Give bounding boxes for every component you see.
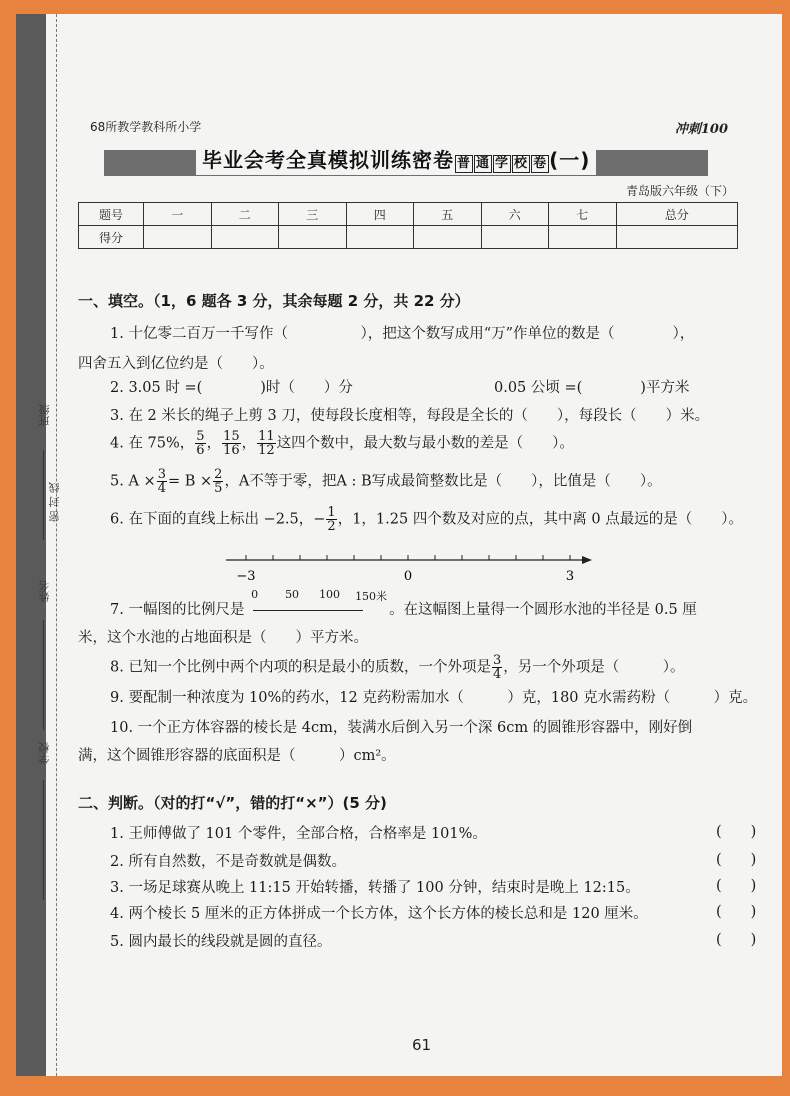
denominator: 4 (492, 667, 502, 682)
class-label: 班级 (38, 404, 51, 426)
tick-label: 3 (565, 569, 575, 584)
answer-paren[interactable]: ( ) (716, 878, 757, 894)
section2-title: 二、判断。（对的打“√”，错的打“×”）(5 分) (78, 794, 387, 812)
judge-item-3: 3. 一场足球赛从晚上 11:15 开始转播，转播了 100 分钟，结束时是晚上 12:15。 (110, 880, 640, 896)
seal-label: 密 封 线 (48, 482, 61, 522)
score-cell: 二 (211, 203, 279, 226)
fraction (492, 654, 502, 681)
binding-strip (16, 14, 46, 1076)
section1-title: 一、填空。（1，6 题各 3 分，其余每题 2 分，共 22 分） (78, 292, 470, 310)
q3: 3. 在 2 米长的绳子上剪 3 刀，使每段长度相等，每段是全长的（ ），每段长（ ）米。 (110, 408, 710, 424)
score-input-cell[interactable] (481, 226, 549, 249)
score-input-cell[interactable] (414, 226, 482, 249)
q2-part2: 0.05 公顷 =( )平方米 (494, 380, 690, 396)
number-line (226, 548, 596, 588)
q7-line2: 米，这个水池的占地面积是（ ）平方米。 (78, 630, 368, 646)
q7-text: 7. 一幅图的比例尺是 (110, 602, 245, 618)
score-cell: 五 (414, 203, 482, 226)
score-value-row (79, 226, 738, 249)
score-cell: 一 (144, 203, 212, 226)
scale-bar (249, 588, 389, 616)
arrow-icon (582, 556, 592, 564)
name-fill-line (43, 620, 44, 730)
scale-line (253, 610, 363, 611)
tag-box: 学 (495, 156, 510, 171)
denominator: 16 (223, 443, 240, 458)
answer-paren[interactable]: ( ) (716, 904, 757, 920)
fraction (326, 506, 336, 533)
class-fill-line (43, 450, 44, 540)
answer-paren[interactable]: ( ) (716, 824, 757, 840)
score-cell: 总分 (616, 203, 738, 226)
tag-box: 卷 (533, 156, 548, 171)
fraction (257, 430, 276, 457)
judge-item-5: 5. 圆内最长的线段就是圆的直径。 (110, 934, 332, 950)
exam-number: (一) (549, 148, 591, 172)
q10-line1: 10. 一个正方体容器的棱长是 4cm，装满水后倒入另一个深 6cm 的圆锥形容器中，刚好倒 (110, 720, 693, 736)
tick-label: 0 (403, 569, 413, 584)
tag-box: 普 (457, 156, 472, 171)
q6 (110, 506, 743, 533)
numerator: 15 (223, 429, 240, 444)
exam-page (16, 14, 782, 1076)
page-number: 61 (412, 1036, 432, 1054)
score-cell: 题号 (79, 203, 144, 226)
score-input-cell[interactable] (144, 226, 212, 249)
fraction (222, 430, 241, 457)
scale-label: 50 (285, 588, 300, 601)
score-cell: 六 (481, 203, 549, 226)
denominator: 2 (327, 519, 336, 534)
fraction (213, 468, 223, 495)
score-cell: 四 (346, 203, 414, 226)
scale-label: 100 (319, 588, 341, 601)
q5-text: ，A不等于零，把A : B写成最简整数比是（ ），比值是（ ）。 (224, 473, 662, 490)
score-cell: 三 (279, 203, 347, 226)
edition-label: 青岛版六年级（下） (625, 184, 734, 198)
tick-label: −3 (236, 569, 256, 584)
q7-text: 。在这幅图上量得一个圆形水池的半径是 0.5 厘 (389, 602, 697, 618)
q7-line1 (110, 588, 697, 619)
denominator: 6 (196, 443, 205, 458)
q8-text: ，另一个外项是（ ）。 (503, 659, 685, 676)
q6-text: 6. 在下面的直线上标出 −2.5，− (110, 511, 326, 528)
numerator: 3 (157, 467, 166, 482)
school-name: 68所教学教科所小学 (90, 120, 202, 134)
school-label: 学校 (38, 742, 51, 764)
score-input-cell[interactable] (549, 226, 617, 249)
q5 (110, 468, 662, 495)
answer-paren[interactable]: ( ) (716, 932, 757, 948)
name-label: 姓名 (38, 580, 51, 602)
number-line-ticks (246, 555, 570, 560)
score-cell: 七 (549, 203, 617, 226)
exam-title-text: 毕业会考全真模拟训练密卷 (202, 148, 454, 172)
judge-item-1: 1. 王师傅做了 101 个零件，全部合格，合格率是 101%。 (110, 826, 487, 842)
exam-title (196, 142, 596, 175)
q9: 9. 要配制一种浓度为 10%的药水，12 克药粉需加水（ ）克，180 克水需药粉（ ）克。 (110, 690, 758, 706)
q5-text: = B × (167, 473, 213, 490)
q2-part1: 2. 3.05 时 =( )时（ ）分 (110, 380, 353, 396)
answer-paren[interactable]: ( ) (716, 852, 757, 868)
q1-line1: 1. 十亿零二百万一千写作（ ），把这个数写成用“万”作单位的数是（ ）， (110, 326, 695, 342)
score-input-cell[interactable] (616, 226, 738, 249)
q8 (110, 654, 684, 681)
seal-dashed-line (56, 14, 57, 1076)
q1-line2: 四舍五入到亿位约是（ ）。 (78, 356, 274, 372)
tag-box: 通 (476, 156, 491, 171)
score-cell: 得分 (79, 226, 144, 249)
q4: 4. 在 75%， $\frac{5}{6}$ ， $\frac{15}{16}$ ， $\frac{11}{12}$ 这四个数中，最大数与最小数的差是（ ）。 (110, 429, 574, 458)
scale-label: 0 (251, 588, 259, 601)
q4-text: 这四个数中，最大数与最小数的差是（ ）。 (276, 435, 574, 452)
school-fill-line (43, 780, 44, 900)
q10-line2: 满，这个圆锥形容器的底面积是（ ）cm²。 (78, 748, 396, 764)
judge-item-4: 4. 两个棱长 5 厘米的正方体拼成一个长方体，这个长方体的棱长总和是 120 厘米。 (110, 906, 648, 922)
q5-text: 5. A × (110, 473, 156, 490)
denominator: 4 (157, 481, 166, 496)
denominator: 12 (258, 443, 275, 458)
fraction (195, 430, 205, 457)
score-input-cell[interactable] (279, 226, 347, 249)
numerator: 11 (258, 429, 275, 444)
score-input-cell[interactable] (211, 226, 279, 249)
scale-label: 150米 (355, 590, 388, 603)
numerator: 3 (492, 653, 502, 668)
judge-item-2: 2. 所有自然数，不是奇数就是偶数。 (110, 854, 346, 870)
fraction (157, 468, 167, 495)
brand-mark: 冲刺100 (674, 122, 728, 137)
q8-text: 8. 已知一个比例中两个内项的积是最小的质数，一个外项是 (110, 659, 491, 676)
q4-text: 4. 在 75%， (110, 435, 195, 452)
q6-text: ，1，1.25 四个数及对应的点，其中离 0 点最远的是（ ）。 (337, 511, 744, 528)
score-table (78, 202, 738, 249)
numerator: 5 (196, 429, 205, 444)
denominator: 5 (214, 481, 223, 496)
numerator: 2 (214, 467, 223, 482)
score-header-row (79, 203, 738, 226)
score-input-cell[interactable] (346, 226, 414, 249)
numerator: 1 (327, 505, 336, 520)
tag-box: 校 (514, 156, 529, 171)
